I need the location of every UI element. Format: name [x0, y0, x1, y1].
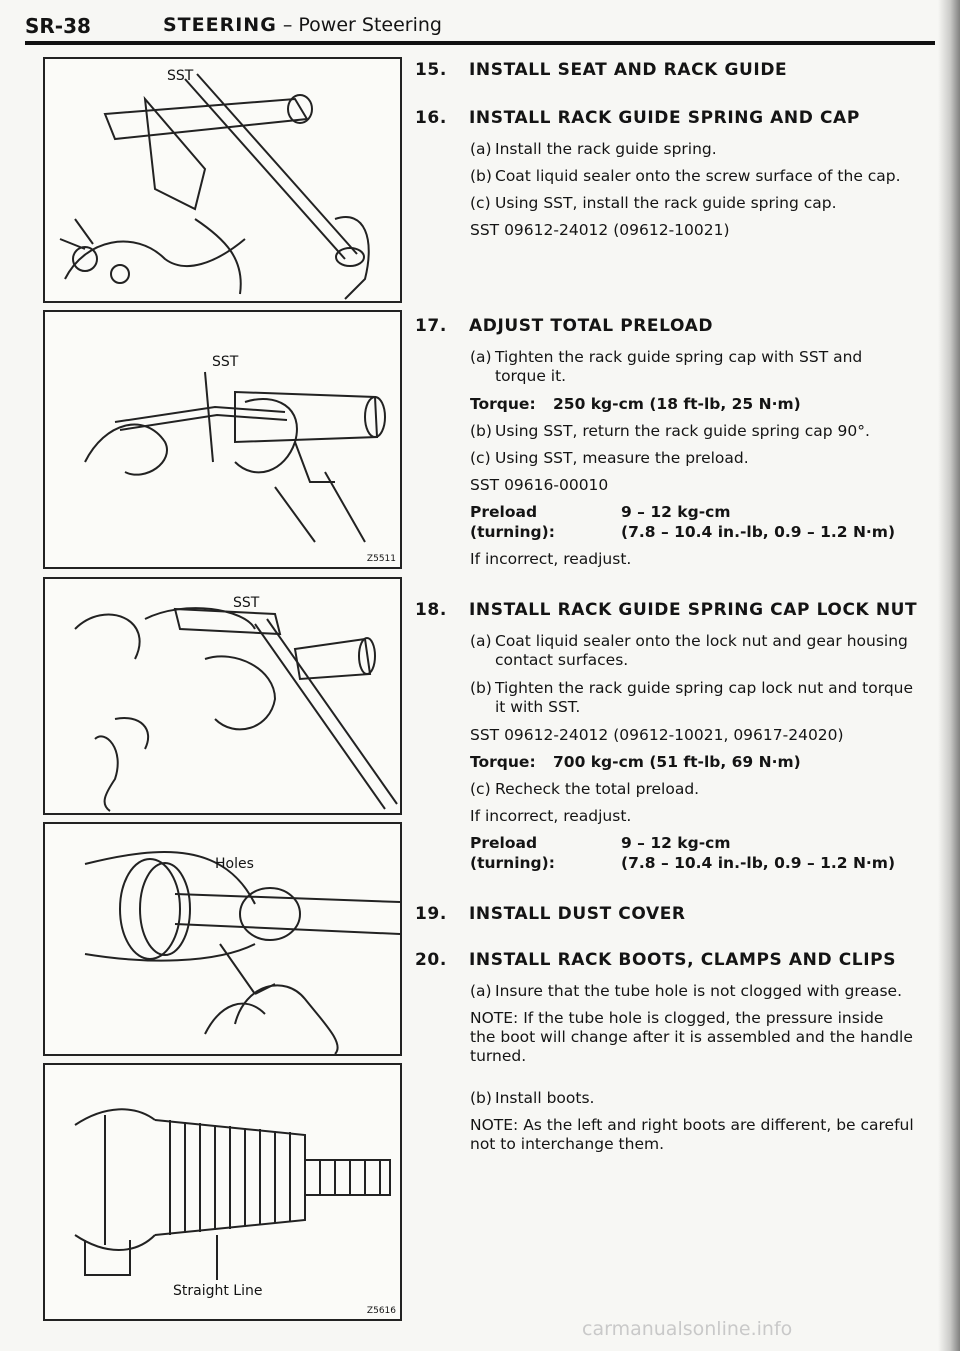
section-title — [163, 14, 442, 36]
step-title: ADJUST TOTAL PRELOAD — [469, 316, 714, 336]
step-number: 17. — [415, 316, 447, 336]
figure-code: Z5511 — [366, 554, 396, 564]
step-number: 20. — [415, 950, 447, 970]
illustration-rack-guide-cap — [45, 59, 400, 301]
figure-lock-nut — [43, 577, 402, 815]
substep-a: (a) Install the rack guide spring. — [470, 140, 717, 158]
substep-a-cont: torque it. — [495, 367, 567, 385]
torque-spec: Torque: 250 kg-cm (18 ft-lb, 25 N·m) — [470, 395, 801, 413]
figure-adjust-preload — [43, 310, 402, 569]
page-header — [25, 14, 930, 44]
substep-c: (c) Using SST, install the rack guide spring cap. — [470, 194, 837, 212]
note-boots-1: NOTE: As the left and right boots are different, be careful — [470, 1116, 914, 1134]
sst-number: SST 09612-24012 (09612-10021) — [470, 221, 730, 239]
holes-label: Holes — [215, 856, 254, 872]
page-number: SR-38 — [25, 14, 91, 38]
substep-b-cont: it with SST. — [495, 698, 581, 716]
illustration-rack-boot — [45, 1065, 400, 1319]
figure-install-rack-guide-cap — [43, 57, 402, 303]
step-number: 19. — [415, 904, 447, 924]
preload-spec-cont: (7.8 – 10.4 in.-lb, 0.9 – 1.2 N·m) — [621, 523, 896, 541]
sst-number: SST 09616-00010 — [470, 476, 609, 494]
preload-spec: Preload (turning): 9 – 12 kg-cm — [470, 834, 731, 872]
torque-spec: Torque: 700 kg-cm (51 ft-lb, 69 N·m) — [470, 753, 801, 771]
note-tube-hole-1: NOTE: If the tube hole is clogged, the pressure inside — [470, 1009, 884, 1027]
scan-edge-shadow — [938, 0, 960, 1351]
step-title: INSTALL SEAT AND RACK GUIDE — [469, 60, 788, 80]
illustration-lock-nut — [45, 579, 400, 813]
substep-a-cont: contact surfaces. — [495, 651, 629, 669]
watermark: carmanualsonline.info — [582, 1318, 793, 1340]
sst-label: SST — [233, 595, 260, 611]
sst-number: SST 09612-24012 (09612-10021, 09617-24020) — [470, 726, 844, 744]
note-tube-hole-2: the boot will change after it is assembled and the handle — [470, 1028, 913, 1046]
substep-c: (c) Using SST, measure the preload. — [470, 449, 749, 467]
illustration-preload — [45, 312, 400, 567]
step-number: 18. — [415, 600, 447, 620]
step-20 — [415, 950, 935, 1153]
section-name: STEERING — [163, 14, 277, 36]
figure-code: Z5616 — [366, 1306, 396, 1316]
preload-spec-cont: (7.8 – 10.4 in.-lb, 0.9 – 1.2 N·m) — [621, 854, 896, 872]
substep-b: (b) Using SST, return the rack guide spring cap 90°. — [470, 422, 870, 440]
step-title: INSTALL RACK GUIDE SPRING CAP LOCK NUT — [469, 600, 918, 620]
readjust-note: If incorrect, readjust. — [470, 807, 632, 825]
note-boots-2: not to interchange them. — [470, 1135, 665, 1153]
substep-a: (a) Insure that the tube hole is not clogged with grease. — [470, 982, 903, 1000]
substep-b: (b) Tighten the rack guide spring cap lock nut and torque — [470, 679, 914, 697]
step-18 — [415, 600, 935, 872]
note-tube-hole-3: turned. — [470, 1047, 527, 1065]
step-title: INSTALL RACK GUIDE SPRING AND CAP — [469, 108, 860, 128]
step-title: INSTALL RACK BOOTS, CLAMPS AND CLIPS — [469, 950, 897, 970]
step-19 — [415, 904, 935, 924]
step-17 — [415, 316, 935, 568]
step-number: 15. — [415, 60, 447, 80]
header-rule — [25, 41, 935, 45]
subsection-name: – Power Steering — [282, 14, 442, 36]
substep-a: (a) Tighten the rack guide spring cap with SST and — [470, 348, 863, 366]
preload-spec: Preload (turning): 9 – 12 kg-cm — [470, 503, 731, 541]
readjust-note: If incorrect, readjust. — [470, 550, 632, 568]
straight-line-label: Straight Line — [173, 1283, 263, 1299]
step-number: 16. — [415, 108, 447, 128]
sst-label: SST — [167, 68, 194, 84]
sst-label: SST — [212, 354, 239, 370]
step-15 — [415, 60, 935, 80]
figure-tube-holes — [43, 822, 402, 1056]
substep-b: (b) Coat liquid sealer onto the screw surface of the cap. — [470, 167, 901, 185]
step-16 — [415, 108, 935, 239]
figure-rack-boot — [43, 1063, 402, 1321]
substep-a: (a) Coat liquid sealer onto the lock nut and gear housing — [470, 632, 908, 650]
step-title: INSTALL DUST COVER — [469, 904, 686, 924]
substep-c: (c) Recheck the total preload. — [470, 780, 700, 798]
substep-b: (b) Install boots. — [470, 1089, 595, 1107]
